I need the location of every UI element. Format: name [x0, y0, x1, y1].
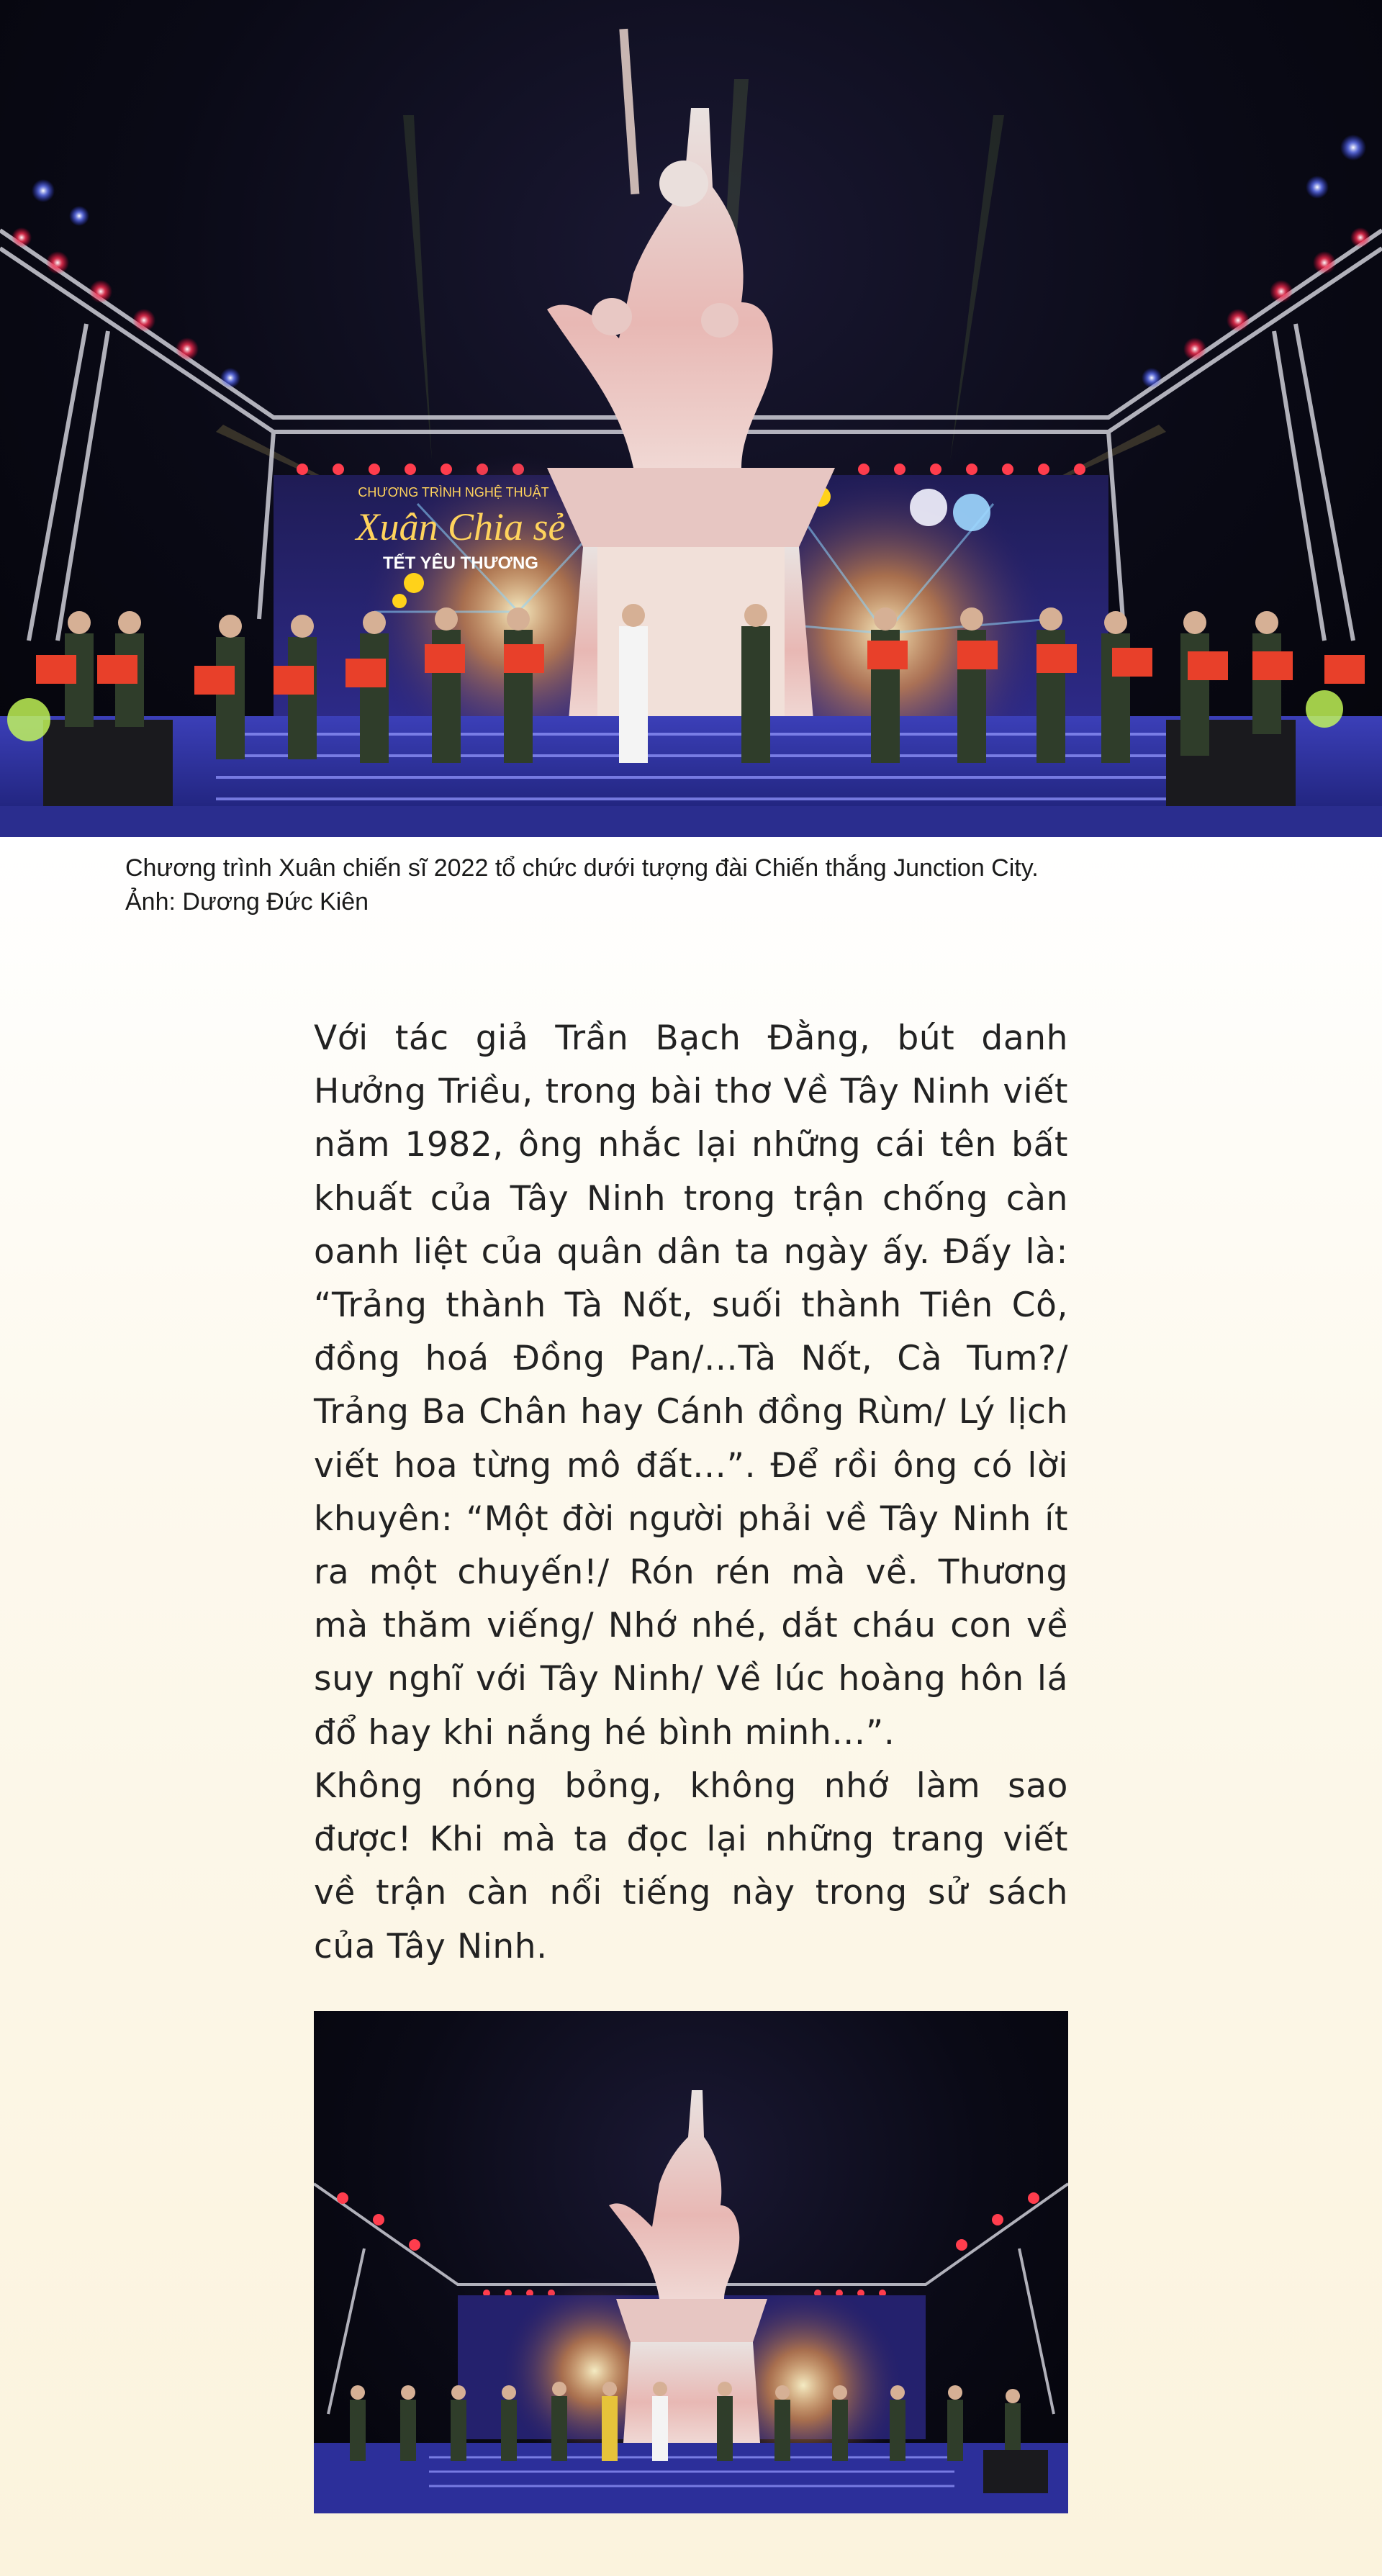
photo-caption — [125, 851, 1248, 919]
banner-program-text: CHƯƠNG TRÌNH NGHỆ THUẬT — [358, 485, 549, 500]
article-paragraph-1: Với tác giả Trần Bạch Đằng, bút danh Hưởng Triều, trong bài thơ Về Tây Ninh viết năm 1982, ông nhắc lại những cái tên bất khuất của Tây Ninh trong trận chống càn oanh liệt của quân dân ta ngày ấy. Đấy là: “Trảng thành Tà Nốt, suối thành Tiên Cô, đồng hoá Đồng Pan/…Tà Nốt, Cà Tum?/ Trảng Ba Chân hay Cánh đồng Rùm/ Lý lịch viết hoa từng mô đất…”. Để rồi ông có lời khuyên: “Một đời người phải về Tây Ninh ít ra một chuyến!/ Rón rén mà về. Thương mà thăm viếng/ Nhớ nhé, dắt cháu con về suy nghĩ với Tây Ninh/ Về lúc hoàng hôn lá đổ hay khi nắng hé bình minh…”. — [314, 1018, 1068, 1753]
second-photo-illustration — [314, 2011, 1068, 2513]
banner-subtitle-text: TẾT YÊU THƯƠNG — [383, 553, 538, 573]
hero-photo-illustration — [0, 0, 1382, 837]
hero-photo — [0, 0, 1382, 837]
banner-title-text: Xuân Chia sẻ — [356, 505, 566, 548]
caption-line-1: Chương trình Xuân chiến sĩ 2022 tổ chức dưới tượng đài Chiến thắng Junction City. — [125, 854, 1039, 882]
second-photo — [314, 2011, 1068, 2513]
caption-credit: Ảnh: Dương Đức Kiên — [125, 888, 369, 916]
article-paragraph-2: Không nóng bỏng, không nhớ làm sao được! Khi mà ta đọc lại những trang viết về trận càn nổi tiếng này trong sử sách của Tây Ninh. — [314, 1766, 1068, 1966]
